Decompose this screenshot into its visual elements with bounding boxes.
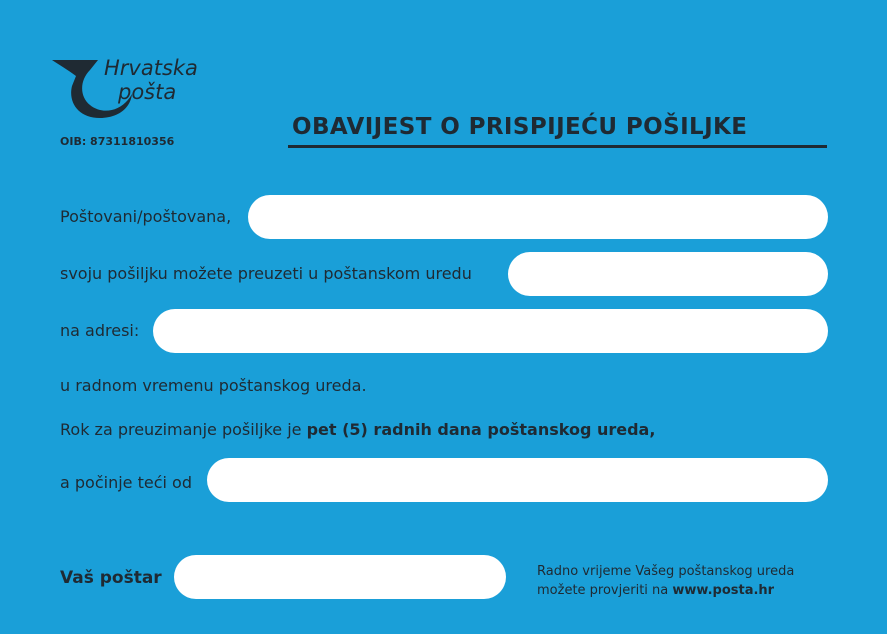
pickup-label: svoju pošiljku možete preuzeti u poštanskom uredu	[60, 264, 472, 283]
deadline-prefix: Rok za preuzimanje pošiljke je	[60, 420, 302, 439]
logo-wordmark	[104, 56, 198, 104]
address-field[interactable]	[153, 309, 828, 353]
logo-line-1: Hrvatska	[104, 56, 198, 80]
postman-label: Vaš poštar	[60, 568, 162, 588]
posta-website-link[interactable]: www.posta.hr	[672, 583, 775, 598]
title-underline	[288, 145, 827, 148]
deadline-text	[60, 420, 655, 439]
recipient-field[interactable]	[248, 195, 828, 239]
office-hours-note	[537, 562, 794, 600]
postman-field[interactable]	[174, 555, 506, 599]
start-date-label: a počinje teći od	[60, 473, 192, 492]
post-office-field[interactable]	[508, 252, 828, 296]
oib-number: OIB: 87311810356	[60, 135, 175, 148]
note-line-2	[537, 581, 794, 600]
deadline-bold: pet (5) radnih dana poštanskog ureda,	[306, 420, 656, 439]
logo-line-2: pošta	[118, 80, 177, 104]
note-line-2-prefix: možete provjeriti na	[537, 583, 669, 598]
start-date-field[interactable]	[207, 458, 828, 502]
hours-text: u radnom vremenu poštanskog ureda.	[60, 376, 367, 395]
greeting-label: Poštovani/poštovana,	[60, 207, 232, 226]
address-label: na adresi:	[60, 321, 140, 340]
note-line-1: Radno vrijeme Vašeg poštanskog ureda	[537, 564, 795, 579]
page-title: OBAVIJEST O PRISPIJEĆU POŠILJKE	[292, 114, 748, 140]
